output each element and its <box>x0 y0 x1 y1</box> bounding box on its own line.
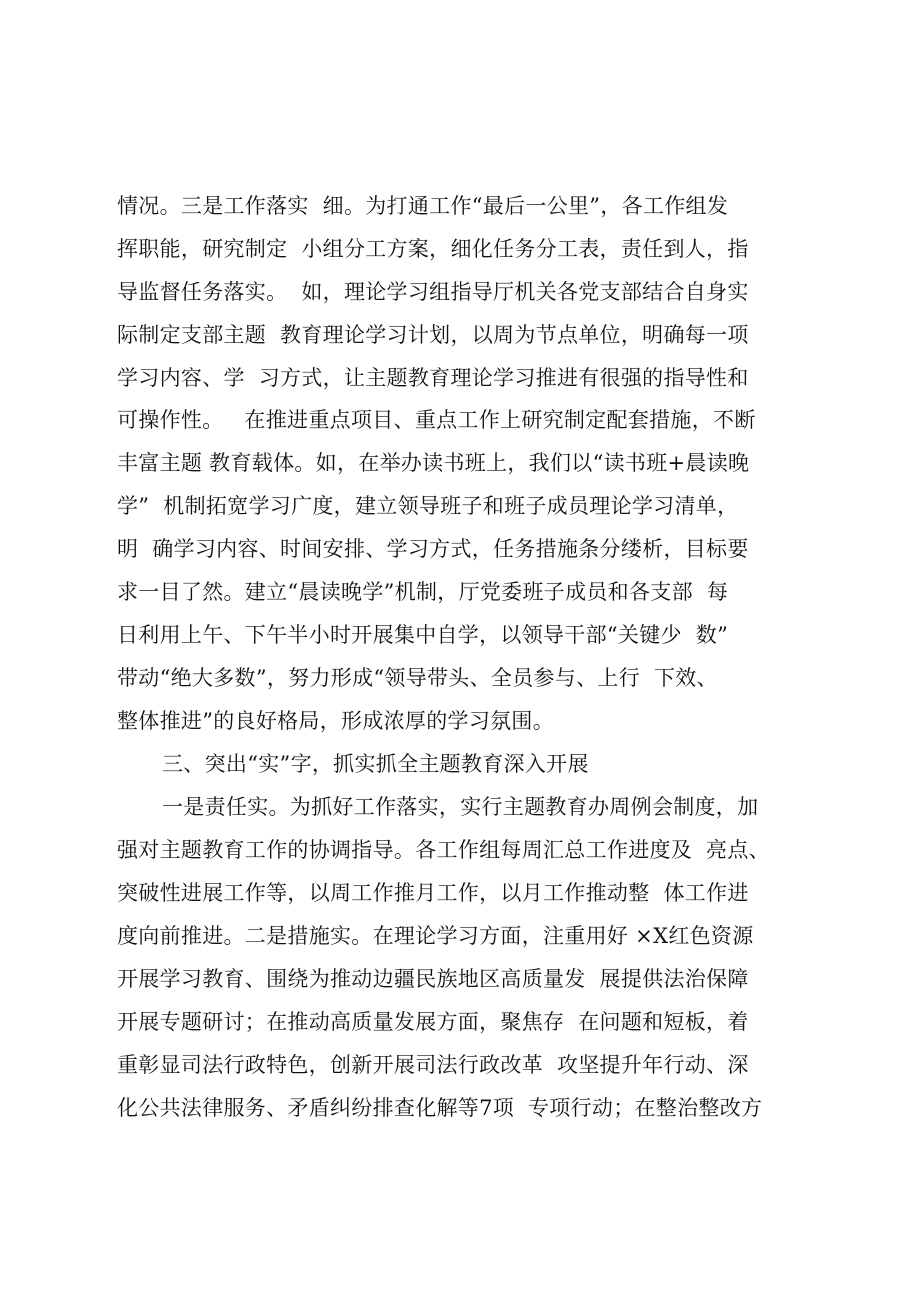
text-line: 求一目了然。建立“晨读晚学”机制，厅党委班子成员和各支部 每 <box>117 580 729 604</box>
text-line: 明 确学习内容、时间安排、学习方式，任务措施条分缕析，目标要 <box>117 537 749 561</box>
text-line: 强对主题教育工作的协调指导。各工作组每周汇总工作进度及 亮点、 <box>117 838 770 862</box>
text-line: 突破性进展工作等，以周工作推月工作，以月工作推动整 体工作进 <box>117 881 749 905</box>
text-line: 整体推进”的良好格局，形成浓厚的学习氛围。 <box>117 709 555 733</box>
text-line: 导监督任务落实。 如，理论学习组指导厅机关各党支部结合自身实 <box>117 280 749 304</box>
section-heading: 三、突出“实”字，抓实抓全主题教育深入开展 <box>162 752 589 776</box>
text-line: 日利用上午、下午半小时开展集中自学，以领导干部“关键少 数” <box>117 623 729 647</box>
text-line: 丰富主题 教育载体。如，在举办读书班上，我们以“读书班+晨读晚 <box>117 451 750 475</box>
text-line: 可操作性。 在推进重点项目、重点工作上研究制定配套措施，不断 <box>117 408 756 432</box>
text-line: 挥职能，研究制定 小组分工方案，细化任务分工表，责任到人，指 <box>117 237 749 261</box>
text-line: 学习内容、学 习方式，让主题教育理论学习推进有很强的指导性和 <box>117 366 749 390</box>
text-line: 带动“绝大多数”，努力形成“领导带头、全员参与、上行 下效、 <box>117 666 718 690</box>
text-line: 开展专题研讨；在推动高质量发展方面，聚焦存 在问题和短板，着 <box>117 1010 749 1034</box>
text-line: 开展学习教育、围绕为推动边疆民族地区高质量发 展提供法治保障 <box>117 967 749 991</box>
text-line: 一是责任实。为抓好工作落实，实行主题教育办周例会制度，加 <box>162 795 759 819</box>
text-line: 学” 机制拓宽学习广度，建立领导班子和班子成员理论学习清单， <box>117 494 739 518</box>
text-line: 度向前推进。二是措施实。在理论学习方面，注重用好 ×X红色资源 <box>117 924 754 948</box>
text-line: 情况。三是工作落实 细。为打通工作“最后一公里”，各工作组发 <box>117 194 729 218</box>
text-line: 化公共法律服务、矛盾纠纷排查化解等7项 专项行动；在整治整改方 <box>117 1096 763 1120</box>
text-line: 际制定支部主题 教育理论学习计划，以周为节点单位，明确每一项 <box>117 323 749 347</box>
text-line: 重彰显司法行政特色，创新开展司法行政改革 攻坚提升年行动、深 <box>117 1053 749 1077</box>
